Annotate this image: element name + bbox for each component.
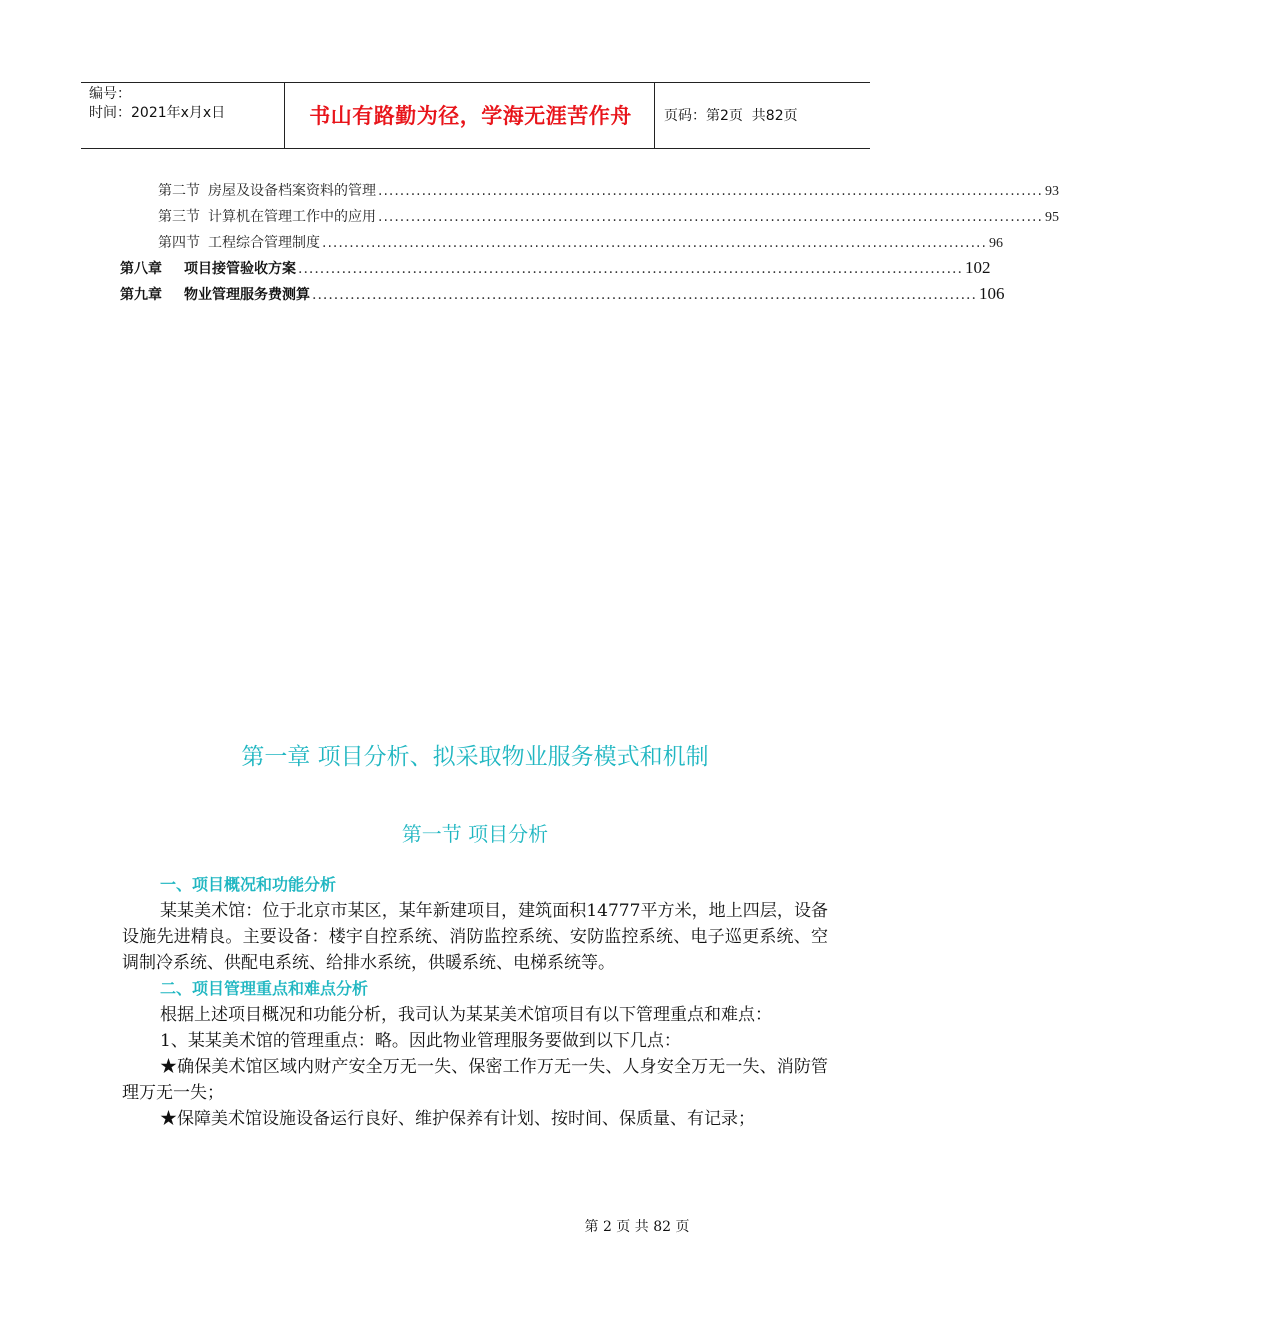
toc-page-number: 102 (964, 258, 991, 277)
chapter-title: 第一章 项目分析、拟采取物业服务模式和机制 (241, 744, 709, 770)
toc-entry[interactable]: 第九章 物业管理服务费测算 .......................................................................................................................... 106 (120, 284, 1005, 303)
toc-leader: .......................................................................................................................... (312, 287, 977, 303)
header-divider (284, 83, 285, 149)
toc-entry[interactable]: 第四节 工程综合管理制度 .......................................................................................................................... 96 (158, 235, 1003, 251)
header-page-info: 页码：第2页 共82页 (664, 108, 798, 124)
toc-leader: .......................................................................................................................... (298, 261, 963, 277)
page-header (81, 82, 870, 149)
number-label: 编号： (89, 86, 131, 102)
toc-page-number: 95 (1044, 210, 1059, 225)
toc-leader: .......................................................................................................................... (378, 183, 1043, 199)
toc-leader: .......................................................................................................................... (378, 209, 1043, 225)
header-divider (654, 83, 655, 149)
toc-entry[interactable]: 第三节 计算机在管理工作中的应用 .......................................................................................................................... 95 (158, 209, 1059, 225)
table-of-contents (120, 180, 1059, 310)
toc-entry[interactable]: 第八章 项目接管验收方案 .......................................................................................................................... 102 (120, 258, 991, 277)
paragraph: 根据上述项目概况和功能分析，我司认为某某美术馆项目有以下管理重点和难点： (160, 1005, 772, 1025)
paragraph: ★保障美术馆设施设备运行良好、维护保养有计划、按时间、保质量、有记录； (160, 1109, 755, 1129)
paragraph: ★确保美术馆区域内财产安全万无一失、保密工作万无一失、人身安全万无一失、消防管理万无一失； (122, 1057, 828, 1103)
paragraph: 某某美术馆：位于北京市某区，某年新建项目，建筑面积14777平方米，地上四层，设备设施先进精良。主要设备：楼宇自控系统、消防监控系统、安防监控系统、电子巡更系统、空调制冷系统、供配电系统、给排水系统，供暖系统、电梯系统等。 (122, 901, 828, 973)
time-label: 时间：2021年x月x日 (89, 105, 226, 121)
paragraph: 1、某某美术馆的管理重点：略。因此物业管理服务要做到以下几点： (160, 1031, 681, 1051)
subheading: 一、项目概况和功能分析 (160, 875, 337, 894)
body-content (122, 872, 828, 1132)
toc-page-number: 93 (1044, 184, 1059, 199)
header-meta (89, 85, 289, 123)
subheading: 二、项目管理重点和难点分析 (160, 979, 369, 998)
toc-page-number: 106 (978, 284, 1005, 303)
toc-page-number: 96 (988, 236, 1003, 251)
header-motto: 书山有路勤为径，学海无涯苦作舟 (309, 104, 632, 128)
toc-entry[interactable]: 第二节 房屋及设备档案资料的管理 .......................................................................................................................... 93 (158, 183, 1059, 199)
section-title: 第一节 项目分析 (401, 822, 549, 846)
page-footer: 第 2 页 共 82 页 (584, 1219, 690, 1235)
toc-leader: .......................................................................................................................... (322, 235, 987, 251)
